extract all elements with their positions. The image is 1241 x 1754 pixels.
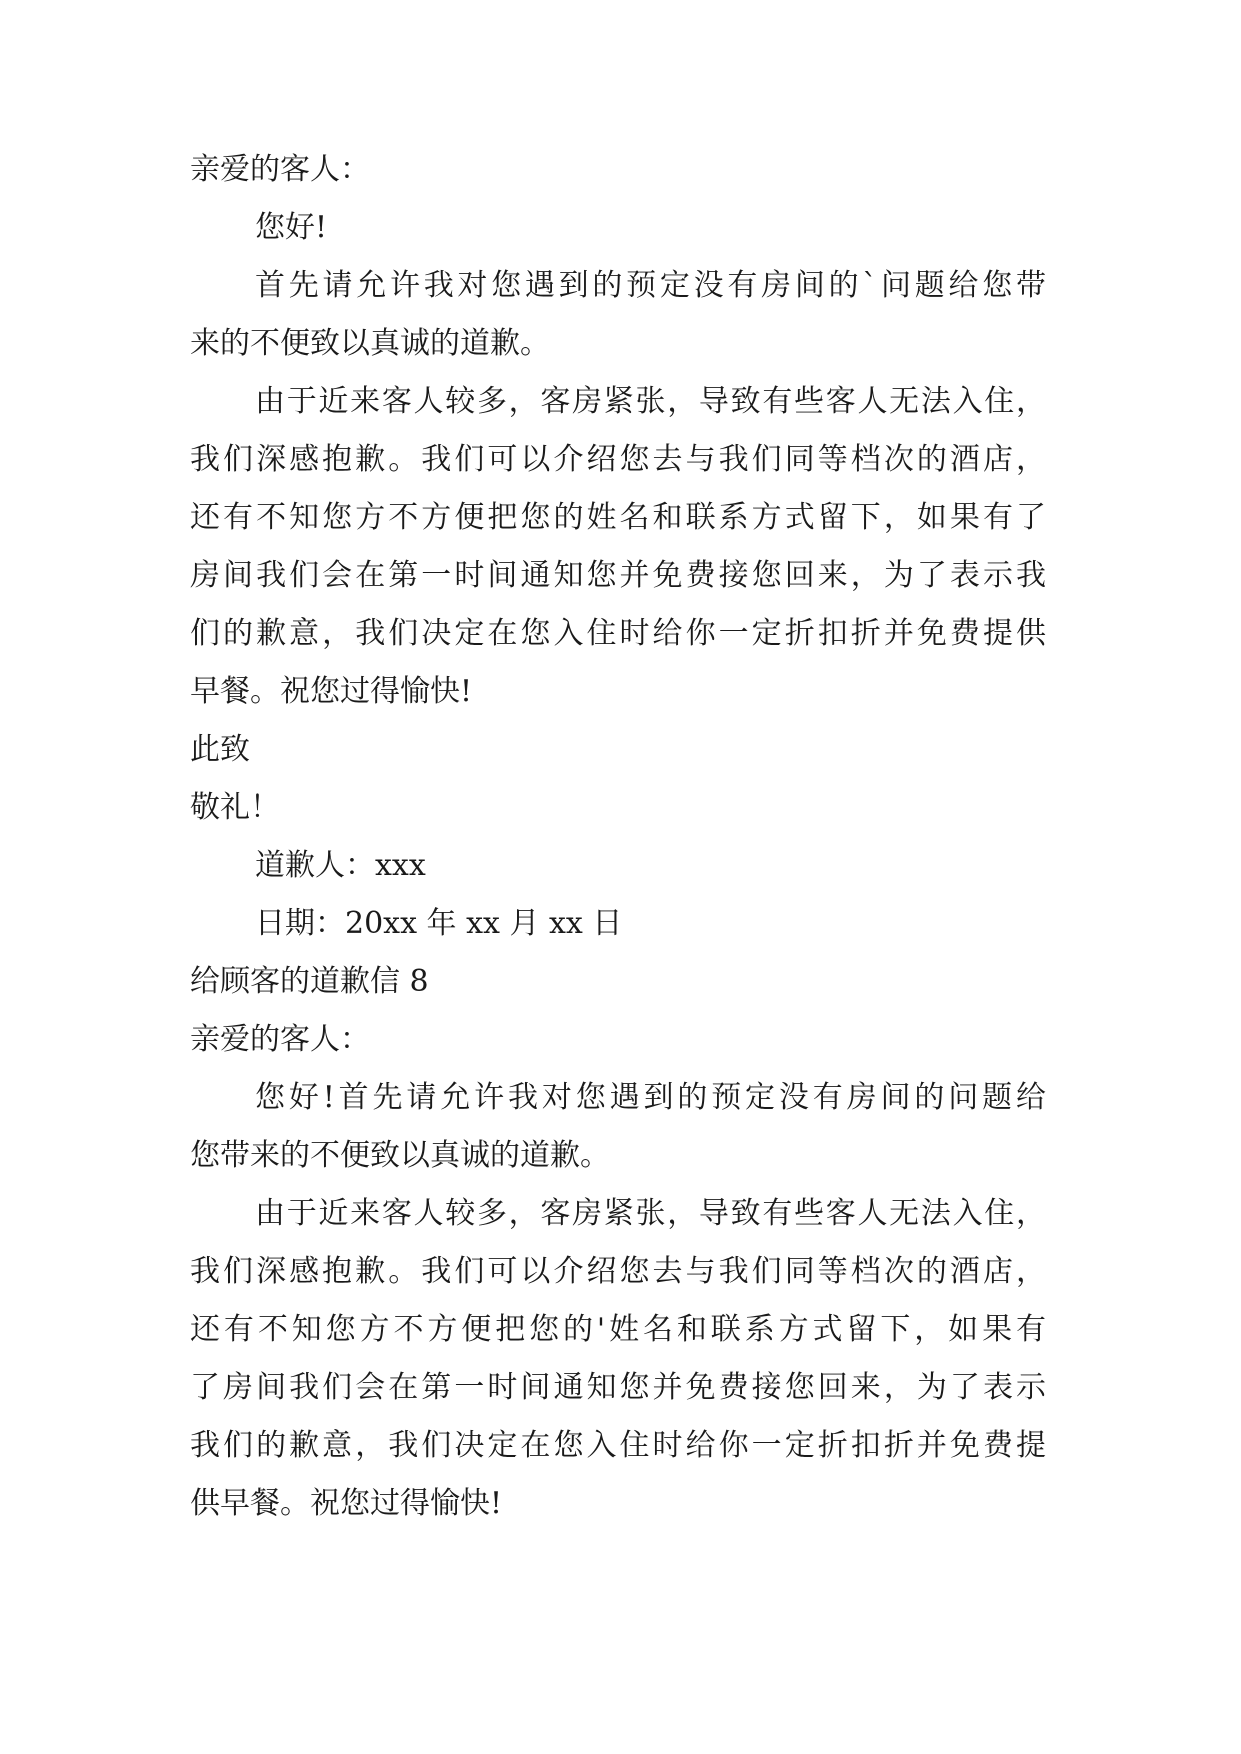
letter2-title: 给顾客的道歉信 8 — [190, 964, 429, 999]
letter2-para2-line: 我们的歉意，我们决定在您入住时给你一定折扣折并免费提 — [190, 1428, 1046, 1463]
letter1-closing-salute: 敬礼！ — [190, 790, 280, 825]
letter1-closing: 此致 — [190, 732, 250, 767]
letter1-para2-line: 还有不知您方不方便把您的姓名和联系方式留下，如果有了 — [190, 500, 1046, 535]
letter2-para2-line: 供早餐。祝您过得愉快! — [190, 1486, 503, 1521]
letter1-greeting: 您好! — [255, 210, 328, 245]
letter1-para2-line: 由于近来客人较多，客房紧张，导致有些客人无法入住， — [255, 384, 1046, 419]
letter2-para1-line: 您好!首先请允许我对您遇到的预定没有房间的问题给 — [255, 1080, 1046, 1115]
letter2-salutation: 亲爱的客人： — [190, 1022, 370, 1057]
letter1-para2-line: 我们深感抱歉。我们可以介绍您去与我们同等档次的酒店， — [190, 442, 1046, 477]
letter1-signer: 道歉人：xxx — [255, 848, 426, 883]
letter1-date: 日期：20xx 年 xx 月 xx 日 — [255, 906, 623, 941]
letter2-para2-line: 由于近来客人较多，客房紧张，导致有些客人无法入住， — [255, 1196, 1046, 1231]
letter2-para2-line: 我们深感抱歉。我们可以介绍您去与我们同等档次的酒店， — [190, 1254, 1046, 1289]
letter2-para1-line: 您带来的不便致以真诚的道歉。 — [190, 1138, 610, 1173]
letter1-para1-line: 来的不便致以真诚的道歉。 — [190, 326, 550, 361]
letter1-para1-line: 首先请允许我对您遇到的预定没有房间的`问题给您带 — [255, 268, 1046, 303]
letter1-salutation: 亲爱的客人： — [190, 152, 370, 187]
letter1-para2-line: 早餐。祝您过得愉快! — [190, 674, 473, 709]
letter1-para2-line: 们的歉意，我们决定在您入住时给你一定折扣折并免费提供 — [190, 616, 1046, 651]
letter1-para2-line: 房间我们会在第一时间通知您并免费接您回来，为了表示我 — [190, 558, 1046, 593]
letter2-para2-line: 了房间我们会在第一时间通知您并免费接您回来，为了表示 — [190, 1370, 1046, 1405]
letter2-para2-line: 还有不知您方不方便把您的'姓名和联系方式留下，如果有 — [190, 1312, 1046, 1347]
